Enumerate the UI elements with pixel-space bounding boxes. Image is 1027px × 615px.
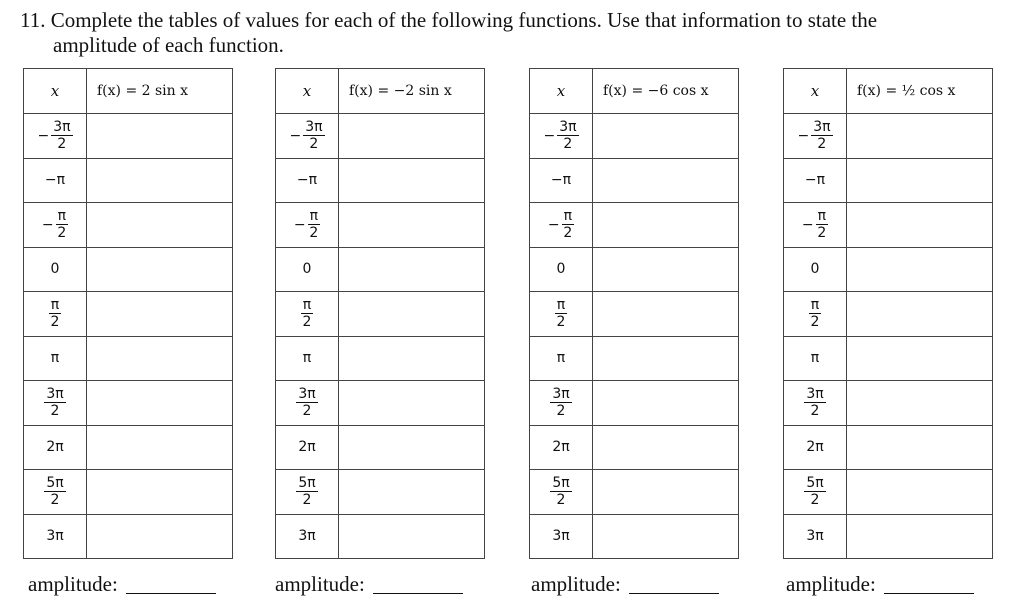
x-value: 0 — [810, 261, 820, 278]
x-value-fraction — [811, 119, 832, 152]
x-value: π — [556, 350, 566, 367]
function-header: f(x) = −6 cos x — [593, 69, 739, 114]
x-value-cell — [24, 336, 87, 381]
answer-cell[interactable] — [87, 203, 233, 248]
answer-cell[interactable] — [847, 203, 993, 248]
table-row — [276, 381, 485, 426]
amplitude-label: amplitude: — [28, 572, 118, 596]
x-value: π — [50, 350, 60, 367]
table-row — [530, 247, 739, 292]
table-row — [276, 114, 485, 159]
answer-cell[interactable] — [847, 336, 993, 381]
x-value-cell — [276, 470, 339, 515]
table-row — [784, 470, 993, 515]
fraction-numerator: π — [309, 208, 319, 225]
minus-sign: − — [289, 127, 302, 144]
x-value-cell — [784, 336, 847, 381]
x-value: π — [302, 350, 312, 367]
fraction-numerator: π — [563, 208, 573, 225]
x-value-cell — [24, 247, 87, 292]
x-value-fraction — [308, 208, 320, 241]
fraction-numerator: 5π — [552, 475, 570, 492]
x-value: 3π — [298, 528, 316, 545]
answer-cell[interactable] — [593, 292, 739, 337]
x-value-cell — [24, 425, 87, 470]
x-value-cell — [276, 381, 339, 426]
fraction-denominator: 2 — [57, 225, 67, 242]
x-value-cell — [24, 114, 87, 159]
minus-sign: − — [41, 216, 54, 233]
minus-sign: − — [547, 216, 560, 233]
amplitude-blank[interactable] — [126, 592, 216, 594]
amplitude-answer-2 — [275, 572, 463, 597]
fraction-denominator: 2 — [810, 403, 820, 420]
function-header: f(x) = 2 sin x — [87, 69, 233, 114]
x-value: 2π — [46, 439, 64, 456]
table-row — [24, 292, 233, 337]
x-value-fraction — [816, 208, 828, 241]
answer-cell[interactable] — [339, 292, 485, 337]
fraction-denominator: 2 — [563, 136, 573, 153]
fraction-numerator: π — [57, 208, 67, 225]
x-column-header: x — [24, 69, 87, 114]
answer-cell[interactable] — [87, 336, 233, 381]
fraction-numerator: 3π — [53, 119, 71, 136]
answer-cell[interactable] — [87, 247, 233, 292]
answer-cell[interactable] — [593, 203, 739, 248]
problem-prompt — [20, 8, 1010, 58]
fraction-numerator: 5π — [298, 475, 316, 492]
table-row — [784, 514, 993, 559]
x-value: −π — [296, 172, 318, 189]
x-value-fraction — [49, 297, 61, 330]
fraction-numerator: π — [302, 297, 312, 314]
answer-cell[interactable] — [339, 114, 485, 159]
answer-cell[interactable] — [593, 247, 739, 292]
fraction-denominator: 2 — [556, 403, 566, 420]
x-column-header: x — [276, 69, 339, 114]
x-value-cell — [276, 158, 339, 203]
x-value-fraction — [804, 475, 825, 508]
x-value-fraction — [550, 386, 571, 419]
answer-cell[interactable] — [87, 292, 233, 337]
x-value: 2π — [806, 439, 824, 456]
x-value: 3π — [552, 528, 570, 545]
answer-cell[interactable] — [339, 247, 485, 292]
table-row — [530, 514, 739, 559]
table-row — [530, 425, 739, 470]
table-row — [784, 425, 993, 470]
fraction-denominator: 2 — [50, 314, 60, 331]
x-value-cell — [784, 114, 847, 159]
x-value-cell — [276, 336, 339, 381]
x-value: 2π — [298, 439, 316, 456]
x-value: π — [810, 350, 820, 367]
x-value-cell — [276, 425, 339, 470]
fraction-denominator: 2 — [817, 225, 827, 242]
table-row — [276, 203, 485, 248]
table-row — [276, 425, 485, 470]
fraction-numerator: 5π — [806, 475, 824, 492]
x-value-cell — [276, 514, 339, 559]
answer-cell[interactable] — [593, 425, 739, 470]
x-value-cell — [24, 292, 87, 337]
fraction-denominator: 2 — [309, 225, 319, 242]
x-value: 3π — [46, 528, 64, 545]
fraction-denominator: 2 — [309, 136, 319, 153]
fraction-denominator: 2 — [810, 492, 820, 509]
x-value-fraction — [555, 297, 567, 330]
fraction-numerator: 3π — [305, 119, 323, 136]
answer-cell[interactable] — [847, 158, 993, 203]
fraction-denominator: 2 — [556, 314, 566, 331]
table-row — [530, 114, 739, 159]
x-value: −π — [550, 172, 572, 189]
x-value-cell — [24, 514, 87, 559]
fraction-numerator: 3π — [552, 386, 570, 403]
x-column-header: x — [530, 69, 593, 114]
x-value-cell — [784, 514, 847, 559]
x-value-fraction — [809, 297, 821, 330]
amplitude-blank[interactable] — [629, 592, 719, 594]
fraction-denominator: 2 — [302, 314, 312, 331]
fraction-denominator: 2 — [57, 136, 67, 153]
answer-cell[interactable] — [593, 381, 739, 426]
answer-cell[interactable] — [847, 114, 993, 159]
prompt-line-1: 11. Complete the tables of values for each of the following functions. Use that information to state the — [20, 8, 878, 32]
answer-cell[interactable] — [339, 158, 485, 203]
answer-cell[interactable] — [593, 158, 739, 203]
minus-sign: − — [801, 216, 814, 233]
value-table-4 — [783, 68, 993, 559]
table-row — [276, 247, 485, 292]
x-value-fraction — [56, 208, 68, 241]
value-table-1 — [23, 68, 233, 559]
x-value-cell — [784, 203, 847, 248]
x-value-fraction — [303, 119, 324, 152]
table-row — [784, 247, 993, 292]
table-row — [276, 158, 485, 203]
prompt-line-2: amplitude of each function. — [53, 33, 284, 57]
answer-cell[interactable] — [87, 514, 233, 559]
x-value: 0 — [50, 261, 60, 278]
x-value-fraction — [296, 475, 317, 508]
x-value: −π — [804, 172, 826, 189]
fraction-denominator: 2 — [302, 403, 312, 420]
x-value-cell — [276, 203, 339, 248]
table-row — [530, 292, 739, 337]
answer-cell[interactable] — [847, 514, 993, 559]
table-row — [784, 158, 993, 203]
table-row — [784, 114, 993, 159]
amplitude-blank[interactable] — [373, 592, 463, 594]
fraction-denominator: 2 — [50, 403, 60, 420]
amplitude-label: amplitude: — [786, 572, 876, 596]
answer-cell[interactable] — [847, 470, 993, 515]
fraction-numerator: 3π — [806, 386, 824, 403]
fraction-numerator: 3π — [46, 386, 64, 403]
answer-cell[interactable] — [593, 514, 739, 559]
table-row — [24, 470, 233, 515]
x-value-cell — [530, 247, 593, 292]
fraction-numerator: π — [810, 297, 820, 314]
table-row — [24, 158, 233, 203]
table-row — [24, 336, 233, 381]
fraction-numerator: π — [817, 208, 827, 225]
table-row — [24, 514, 233, 559]
table-row — [24, 381, 233, 426]
table-row — [784, 336, 993, 381]
x-value-cell — [24, 381, 87, 426]
x-value-cell — [784, 381, 847, 426]
table-row — [784, 292, 993, 337]
x-value-cell — [24, 203, 87, 248]
table-row — [530, 336, 739, 381]
amplitude-answer-4 — [786, 572, 974, 597]
amplitude-answer-3 — [531, 572, 719, 597]
x-value-fraction — [296, 386, 317, 419]
answer-cell[interactable] — [339, 381, 485, 426]
fraction-numerator: π — [556, 297, 566, 314]
x-value-cell — [784, 292, 847, 337]
function-header: f(x) = ½ cos x — [847, 69, 993, 114]
x-value-cell — [784, 158, 847, 203]
fraction-numerator: 5π — [46, 475, 64, 492]
x-value-cell — [276, 247, 339, 292]
x-value-fraction — [562, 208, 574, 241]
x-value-fraction — [51, 119, 72, 152]
x-value: 2π — [552, 439, 570, 456]
table-row — [784, 203, 993, 248]
answer-cell[interactable] — [339, 470, 485, 515]
minus-sign: − — [797, 127, 810, 144]
minus-sign: − — [293, 216, 306, 233]
table-row — [24, 114, 233, 159]
fraction-denominator: 2 — [817, 136, 827, 153]
fraction-denominator: 2 — [50, 492, 60, 509]
x-column-header: x — [784, 69, 847, 114]
x-value-cell — [530, 336, 593, 381]
x-value: −π — [44, 172, 66, 189]
answer-cell[interactable] — [87, 470, 233, 515]
answer-cell[interactable] — [339, 203, 485, 248]
answer-cell[interactable] — [87, 114, 233, 159]
x-value-fraction — [804, 386, 825, 419]
x-value-cell — [530, 425, 593, 470]
table-row — [276, 514, 485, 559]
fraction-denominator: 2 — [563, 225, 573, 242]
table-row — [530, 158, 739, 203]
x-value-cell — [784, 425, 847, 470]
function-header: f(x) = −2 sin x — [339, 69, 485, 114]
fraction-denominator: 2 — [556, 492, 566, 509]
answer-cell[interactable] — [339, 514, 485, 559]
answer-cell[interactable] — [87, 158, 233, 203]
x-value-cell — [530, 158, 593, 203]
x-value-cell — [276, 292, 339, 337]
minus-sign: − — [37, 127, 50, 144]
x-value-cell — [784, 247, 847, 292]
answer-cell[interactable] — [339, 336, 485, 381]
x-value: 0 — [302, 261, 312, 278]
x-value: 0 — [556, 261, 566, 278]
x-value-fraction — [301, 297, 313, 330]
answer-cell[interactable] — [847, 425, 993, 470]
table-row — [276, 336, 485, 381]
amplitude-label: amplitude: — [531, 572, 621, 596]
table-row — [24, 425, 233, 470]
x-value-fraction — [557, 119, 578, 152]
answer-cell[interactable] — [593, 470, 739, 515]
fraction-denominator: 2 — [302, 492, 312, 509]
table-row — [276, 470, 485, 515]
table-row — [784, 381, 993, 426]
x-value-cell — [530, 292, 593, 337]
minus-sign: − — [543, 127, 556, 144]
x-value-cell — [530, 114, 593, 159]
x-value-cell — [530, 514, 593, 559]
x-value-cell — [24, 158, 87, 203]
answer-cell[interactable] — [87, 425, 233, 470]
x-value-fraction — [550, 475, 571, 508]
x-value-fraction — [44, 475, 65, 508]
value-table-2 — [275, 68, 485, 559]
fraction-numerator: 3π — [559, 119, 577, 136]
x-value-cell — [276, 114, 339, 159]
amplitude-answer-1 — [28, 572, 216, 597]
value-table-3 — [529, 68, 739, 559]
table-row — [24, 203, 233, 248]
x-value-cell — [530, 381, 593, 426]
x-value: 3π — [806, 528, 824, 545]
x-value-cell — [24, 470, 87, 515]
table-row — [24, 247, 233, 292]
answer-cell[interactable] — [339, 425, 485, 470]
fraction-numerator: 3π — [813, 119, 831, 136]
answer-cell[interactable] — [847, 292, 993, 337]
fraction-numerator: 3π — [298, 386, 316, 403]
amplitude-blank[interactable] — [884, 592, 974, 594]
table-row — [276, 292, 485, 337]
table-row — [530, 470, 739, 515]
fraction-denominator: 2 — [810, 314, 820, 331]
fraction-numerator: π — [50, 297, 60, 314]
x-value-cell — [530, 470, 593, 515]
amplitude-label: amplitude: — [275, 572, 365, 596]
x-value-fraction — [44, 386, 65, 419]
x-value-cell — [784, 470, 847, 515]
answer-cell[interactable] — [593, 114, 739, 159]
answer-cell[interactable] — [847, 381, 993, 426]
table-row — [530, 381, 739, 426]
table-row — [530, 203, 739, 248]
answer-cell[interactable] — [847, 247, 993, 292]
answer-cell[interactable] — [87, 381, 233, 426]
x-value-cell — [530, 203, 593, 248]
answer-cell[interactable] — [593, 336, 739, 381]
